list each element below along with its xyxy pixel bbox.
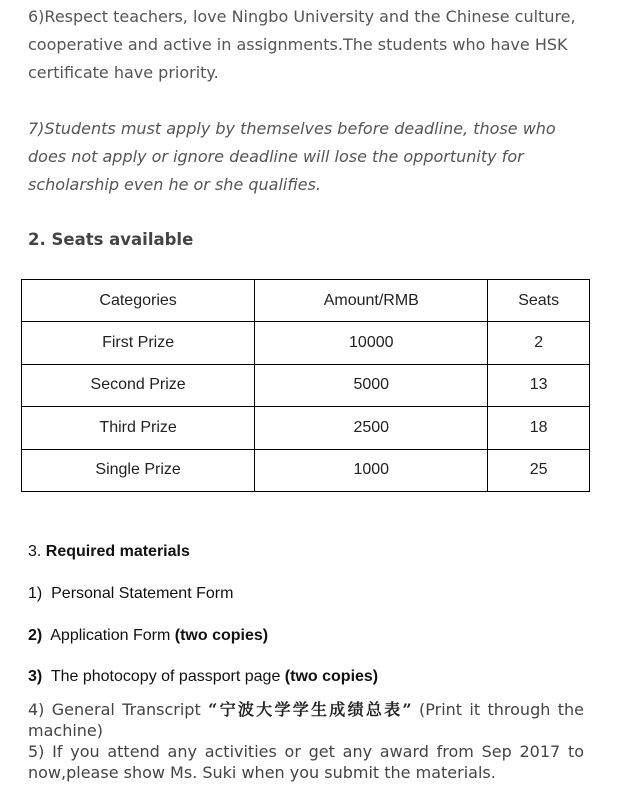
table-cell: Second Prize — [22, 364, 255, 406]
seats-table — [21, 279, 590, 492]
requirement-item-7: 7)Students must apply by themselves before deadline, those who does not apply or ignore deadline will lose the opportunity for scholarship even he or she qualifies. — [28, 119, 556, 194]
materials-item-note: (two copies) — [284, 668, 379, 685]
table-header-cell: Seats — [488, 280, 590, 322]
table-cell: 25 — [488, 449, 590, 491]
table-cell: First Prize — [22, 322, 255, 364]
table-cell: 18 — [488, 407, 590, 449]
transcript-chinese-title: “宁波大学学生成绩总表” — [208, 700, 412, 719]
table-cell: 5000 — [255, 364, 488, 406]
materials-item-4-suffix: (Print it through the machine) — [28, 700, 584, 740]
table-cell: Third Prize — [22, 407, 255, 449]
table-header-row — [22, 280, 590, 322]
table-row — [22, 364, 590, 406]
table-cell: 10000 — [255, 322, 488, 364]
materials-item-text: Personal Statement Form — [51, 585, 234, 602]
section-3-number: 3. — [28, 543, 42, 560]
table-cell: 13 — [488, 364, 590, 406]
materials-item-number: 3) — [28, 668, 43, 685]
table-cell: 1000 — [255, 449, 488, 491]
table-header-cell: Categories — [22, 280, 255, 322]
section-3-title: Required materials — [45, 543, 190, 560]
section-2-heading: 2. Seats available — [28, 230, 194, 249]
section-3-heading — [28, 543, 190, 561]
materials-item-2 — [28, 627, 268, 645]
materials-item-number: 2) — [28, 627, 43, 644]
materials-item-4 — [28, 699, 584, 741]
table-cell: 2 — [488, 322, 590, 364]
table-row — [22, 322, 590, 364]
materials-item-4-prefix: 4) General Transcript — [28, 700, 201, 719]
materials-item-5: 5) If you attend any activities or get any award from Sep 2017 to now,please show Ms. Suki when you submit the materials. — [28, 742, 584, 782]
requirement-item-6: 6)Respect teachers, love Ningbo University and the Chinese culture, cooperative and active in assignments.The students who have HSK certificate have priority. — [28, 7, 576, 82]
table-cell: 2500 — [255, 407, 488, 449]
materials-item-note: (two copies) — [174, 627, 269, 644]
materials-item-text: The photocopy of passport page — [50, 668, 281, 685]
table-row — [22, 449, 590, 491]
materials-item-number: 1) — [28, 585, 43, 602]
materials-item-text: Application Form — [50, 627, 171, 644]
materials-item-3 — [28, 668, 378, 686]
table-header-cell: Amount/RMB — [255, 280, 488, 322]
table-cell: Single Prize — [22, 449, 255, 491]
table-row — [22, 407, 590, 449]
materials-item-1 — [28, 585, 233, 603]
